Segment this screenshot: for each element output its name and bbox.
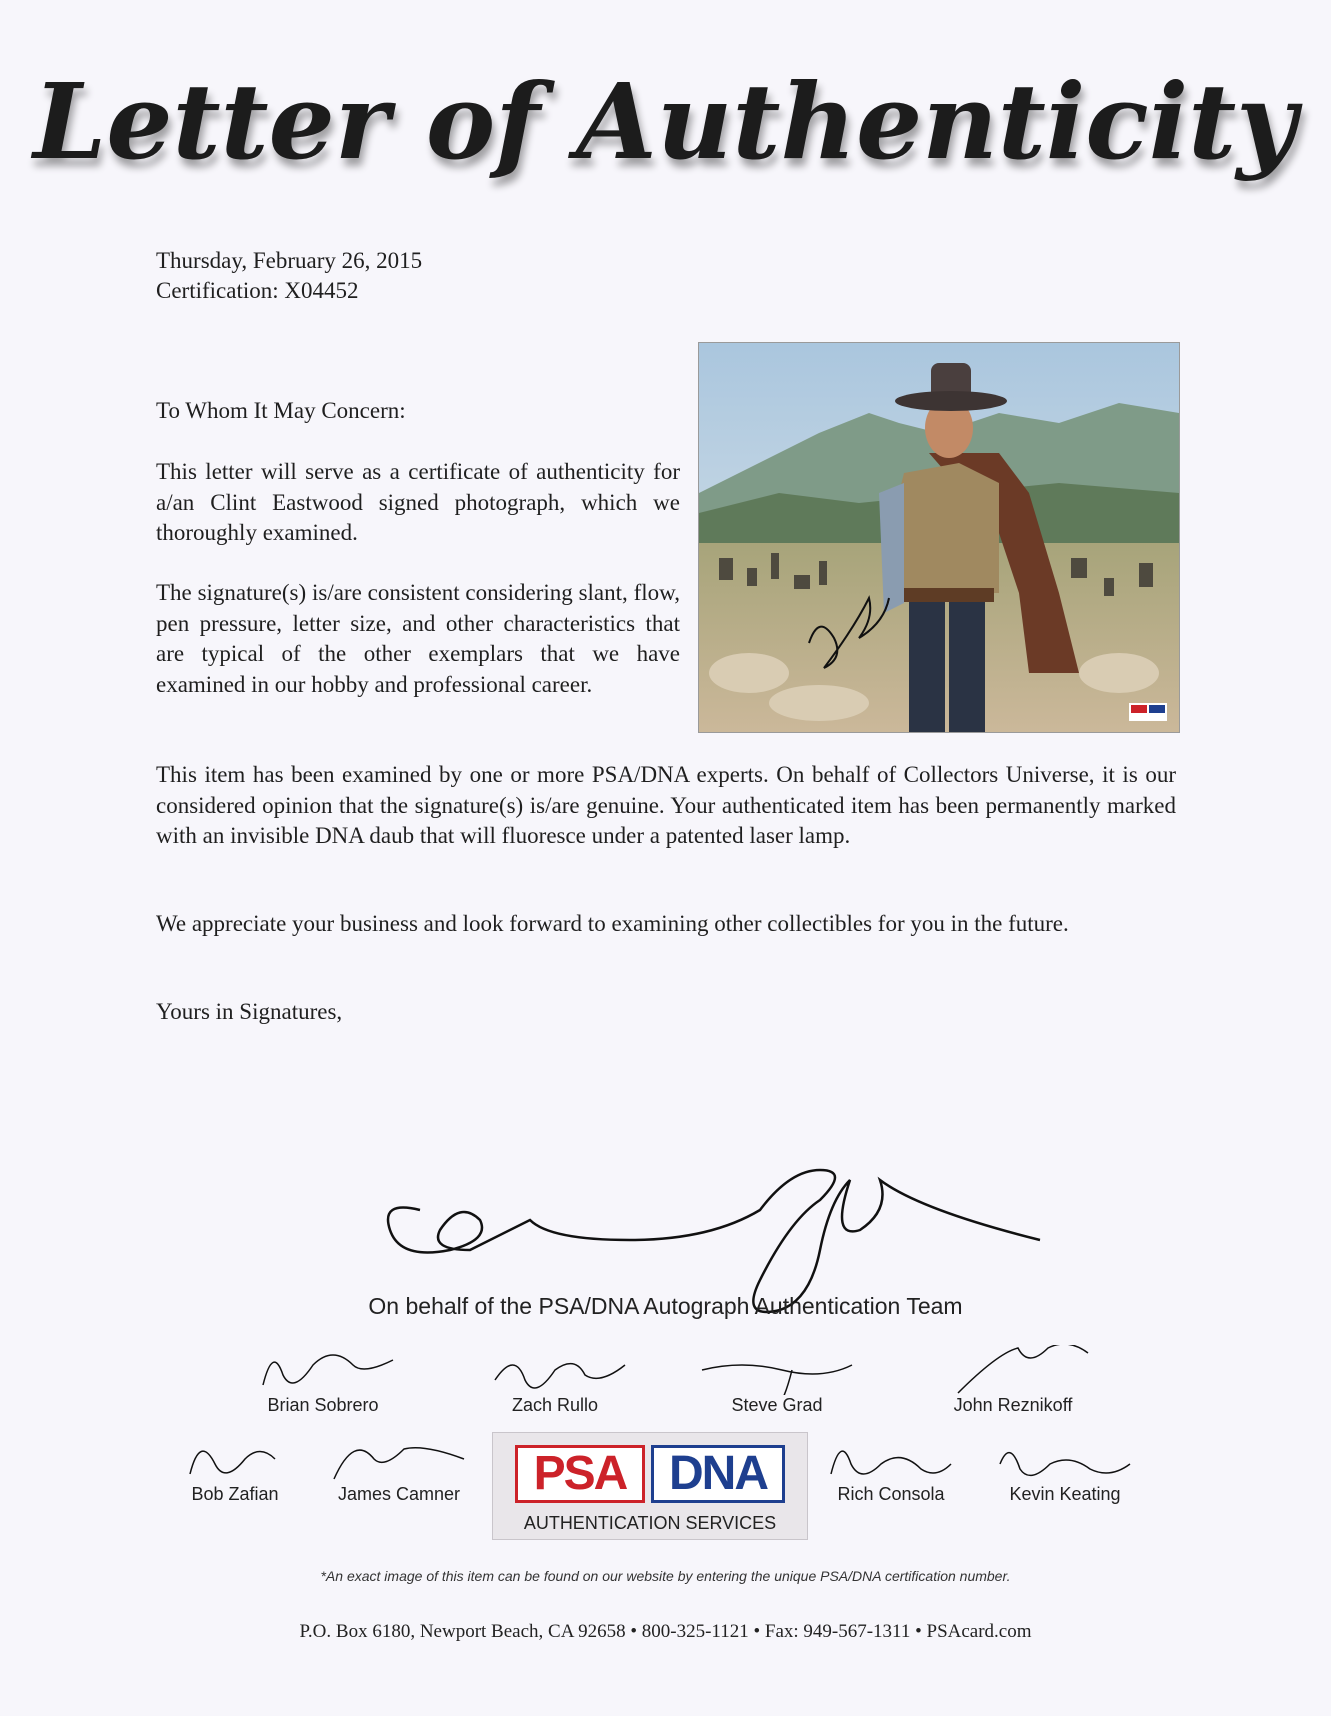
- closing: Yours in Signatures,: [156, 999, 343, 1024]
- staff-name: James Camner: [337, 1484, 461, 1504]
- signature-scribble: [816, 1434, 966, 1484]
- psa-dna-logo: [515, 1445, 785, 1505]
- staff-name: Brian Sobrero: [267, 1395, 379, 1415]
- staff-signature: [682, 1345, 872, 1416]
- team-line: On behalf of the PSA/DNA Autograph Authentication Team: [368, 1293, 963, 1319]
- staff-name: Zach Rullo: [511, 1395, 599, 1415]
- footnote: *An exact image of this item can be found on our website by entering the unique PSA/DNA certification number.: [320, 1568, 1011, 1584]
- paragraph-certificate: This letter will serve as a certificate of authenticity for a/an Clint Eastwood signed photograph, which we thoroughly examined.: [156, 459, 680, 545]
- signature-scribble: [692, 1345, 862, 1395]
- staff-signature: [796, 1434, 986, 1505]
- staff-signature: [228, 1345, 418, 1416]
- staff-name: Bob Zafian: [191, 1484, 279, 1504]
- signed-photograph: [698, 342, 1180, 733]
- certification-number: Certification: X04452: [156, 278, 359, 303]
- staff-signature: [140, 1434, 330, 1505]
- svg-text:Letter of Authenticity: Letter of Authenticity: [33, 60, 1297, 183]
- staff-name: Steve Grad: [731, 1395, 823, 1415]
- signature-scribble: [243, 1345, 403, 1395]
- paragraph-appreciation: We appreciate your business and look forward to examining other collectibles for you in the future.: [156, 911, 1069, 936]
- staff-signature: [460, 1345, 650, 1416]
- psa-logo-text: PSA: [515, 1445, 645, 1503]
- signature-scribble: [928, 1345, 1098, 1395]
- staff-name: John Reznikoff: [953, 1395, 1073, 1415]
- staff-signature: [304, 1434, 494, 1505]
- greeting: To Whom It May Concern:: [156, 398, 406, 423]
- footer-address: P.O. Box 6180, Newport Beach, CA 92658 • 800-325-1121 • Fax: 949-567-1311 • PSAcard.com: [299, 1621, 1032, 1642]
- staff-signature: [970, 1434, 1160, 1505]
- dna-logo-text: DNA: [651, 1445, 785, 1503]
- authentication-services-label: AUTHENTICATION SERVICES: [523, 1513, 777, 1533]
- letter-title: [0, 38, 1331, 208]
- letter-meta: [156, 246, 422, 306]
- staff-signature: [918, 1345, 1108, 1416]
- signature-scribble: [985, 1434, 1145, 1484]
- psa-dna-logo-badge: [492, 1432, 808, 1540]
- signature-scribble: [175, 1434, 295, 1484]
- letter-date: Thursday, February 26, 2015: [156, 248, 423, 273]
- staff-name: Kevin Keating: [1009, 1484, 1121, 1504]
- paragraph-examination: This item has been examined by one or more PSA/DNA experts. On behalf of Collectors Universe, it is our considered opinion that the signature(s) is/are genuine. Your authenticated item has been permanently marked with an invisible DNA daub that will fluoresce under a patented laser lamp.: [156, 762, 1176, 848]
- paragraph-signature-consistency: The signature(s) is/are consistent considering slant, flow, pen pressure, letter size, and other characteristics that are typical of the other exemplars that we have examined in our hobby and professional career.: [156, 580, 680, 697]
- signature-scribble: [475, 1345, 635, 1395]
- staff-name: Rich Consola: [837, 1484, 945, 1504]
- signature-scribble: [319, 1434, 479, 1484]
